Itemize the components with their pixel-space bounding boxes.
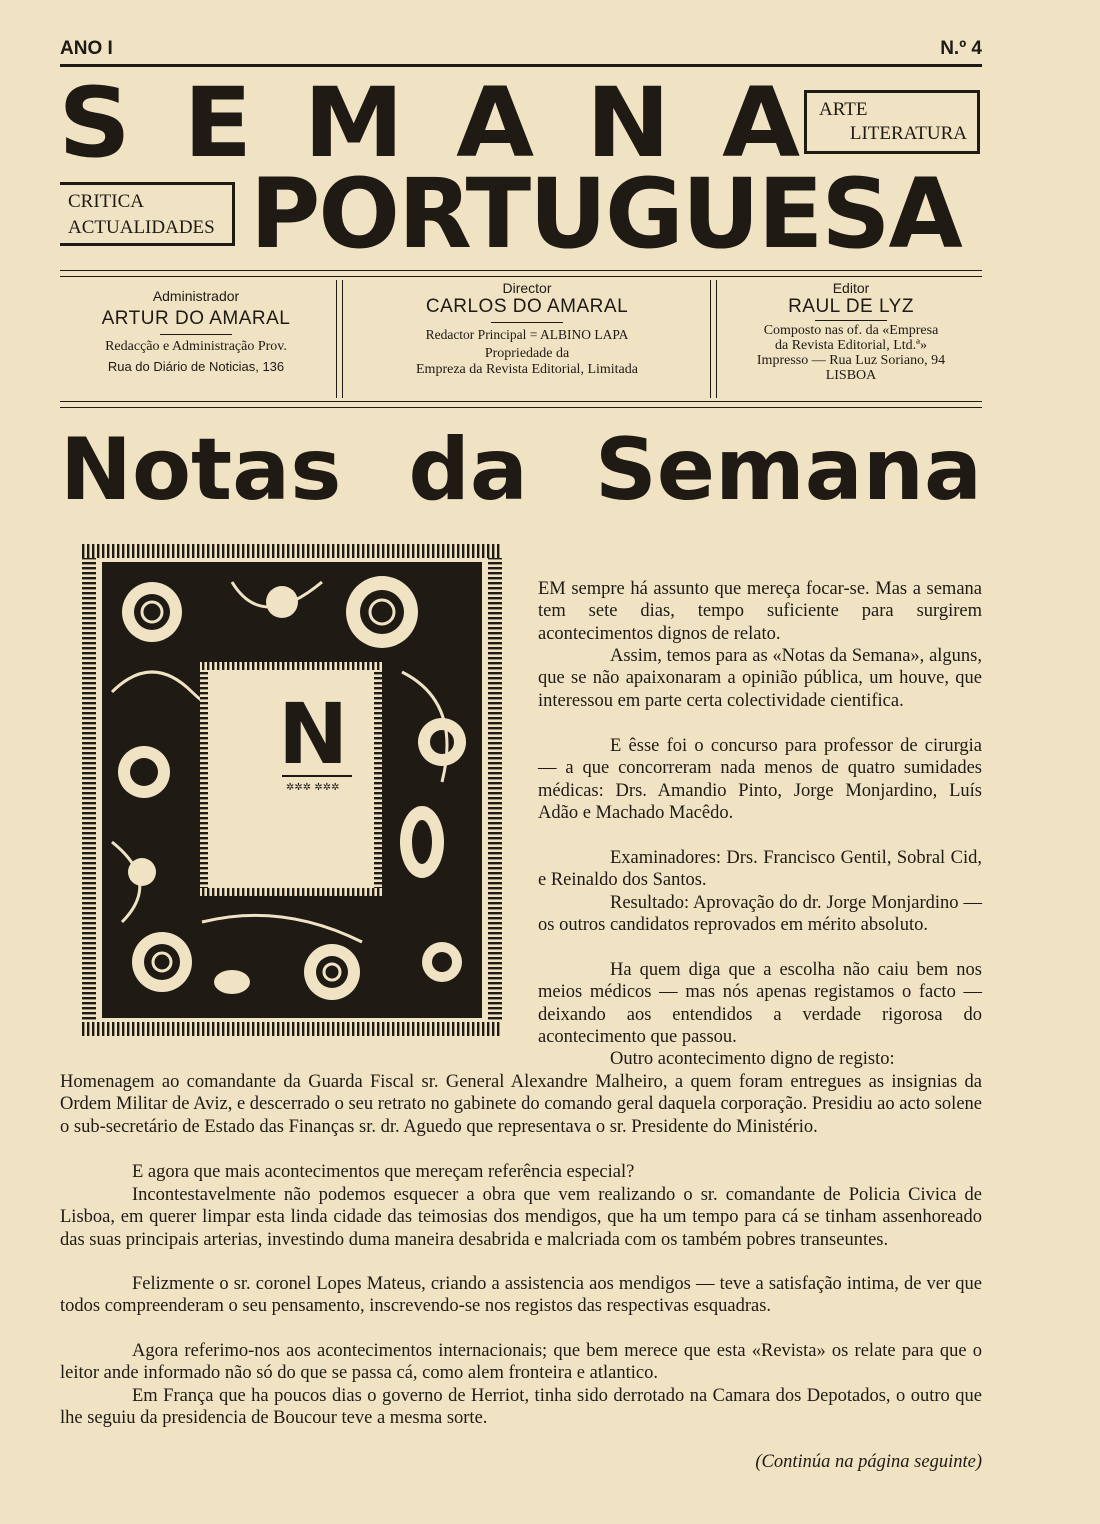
info-separator	[710, 280, 717, 398]
masthead-semana	[58, 67, 800, 179]
editor-label: Editor	[832, 280, 870, 296]
floral-frame-icon	[82, 542, 502, 1038]
section-critica: CRITICA	[68, 191, 144, 212]
paragraph: Ha quem diga que a escolha não caiu bem nos meios médicos — mas nós apenas registamos o facto — deixando aos entendidos a verdade rigorosa do acontecimento que passou.	[538, 960, 982, 1048]
issue-number: N.º 4	[940, 38, 982, 59]
title-word: Notas	[60, 420, 342, 520]
paragraph: Incontestavelmente não podemos esquecer a obra que vem realizando o sr. comandante de Policia Civica de Lisboa, em querer limpar esta linda cidade das teimosias dos mendigos, que ha um tempo para cá se tinham assenhoreado das suas principais arterias, investindo duma maneira desabrida e malcriada com os também pobres transeuntes.	[60, 1185, 982, 1250]
empreza: Empreza da Revista Editorial, Limitada	[416, 362, 638, 377]
info-editor	[720, 280, 982, 398]
section-box-critica	[60, 182, 235, 246]
editor-line-3: Impresso — Rua Luz Soriano, 94	[756, 353, 946, 368]
section-actualidades: ACTUALIDADES	[68, 217, 215, 238]
editor-line-1: Composto nas of. da «Empresa	[763, 323, 939, 338]
paragraph: Examinadores: Drs. Francisco Gentil, Sobral Cid, e Reinaldo dos Santos.	[538, 848, 982, 891]
propriedade: Propriedade da	[484, 346, 570, 361]
section-box-arte	[804, 90, 980, 154]
masthead-portuguesa: PORTUGUESA	[250, 158, 961, 270]
paragraph: Em França que ha poucos dias o governo de Herriot, tinha sido derrotado na Camara dos Depotados, o outro que lhe seguiu da presidencia de Boucour teve a mesma sorte.	[60, 1386, 982, 1429]
masthead-letter: M	[303, 67, 405, 179]
director-label: Director	[502, 280, 552, 296]
ornamental-initial	[82, 542, 502, 1038]
paragraph: Felizmente o sr. coronel Lopes Mateus, criando a assistencia aos mendigos — teve a satisfação intima, de ver que todos compreenderam o seu pensamento, inscrevendo-se nos registos das respectivas esquadras.	[60, 1274, 982, 1317]
admin-name: ARTUR DO AMARAL	[101, 308, 291, 329]
drop-cap-letter: N	[278, 685, 349, 783]
masthead-letter: A	[455, 67, 534, 179]
editor-line-4: LISBOA	[825, 368, 877, 383]
paragraph: Homenagem ao comandante da Guarda Fiscal sr. General Alexandre Malheiro, a quem foram entregues as insignias da Ordem Militar de Aviz, e descerrado o seu retrato no gabinete do comando geral daquela corporação. Presidiu ao acto solene o sub-secretário de Estado das Finanças sr. dr. Aguedo que representava o sr. Presidente do Ministério.	[60, 1072, 982, 1137]
paragraph: E agora que mais acontecimentos que mereçam referência especial?	[132, 1162, 635, 1182]
masthead-letter: N	[585, 67, 670, 179]
info-administrador	[60, 280, 332, 398]
editor-line-2: da Revista Editorial, Ltd.ª»	[775, 338, 927, 353]
title-word: Semana	[594, 420, 982, 520]
info-rule-bottom	[60, 401, 982, 408]
masthead-letter: A	[721, 67, 800, 179]
issue-year: ANO I	[60, 38, 113, 59]
redactor-principal: Redactor Principal = ALBINO LAPA	[425, 327, 629, 342]
article-title	[60, 420, 982, 520]
section-arte: ARTE	[819, 99, 868, 120]
issue-line	[60, 38, 982, 64]
continuation-note: (Continúa na página seguinte)	[755, 1452, 982, 1472]
director-rule	[491, 322, 563, 323]
admin-label: Administrador	[152, 288, 240, 304]
editor-name: RAUL DE LYZ	[788, 296, 914, 317]
info-director	[346, 280, 708, 398]
paragraph: EM sempre há assunto que mereça focar-se. Mas a semana tem sete dias, tempo suficiente para surgirem acontecimentos dignos de relato.	[538, 579, 982, 644]
director-name: CARLOS DO AMARAL	[425, 296, 629, 317]
masthead-letter: S	[58, 67, 131, 179]
info-rule-top	[60, 270, 982, 277]
staff-info-bar	[60, 270, 982, 408]
newspaper-page	[60, 0, 982, 1524]
paragraph: Agora referimo-nos aos acontecimentos internacionais; que bem merece que esta «Revista» os relate para que o leitor ande informado não só do que se passa cá, como alem fronteira e atlantico.	[60, 1341, 982, 1384]
paragraph: E êsse foi o concurso para professor de cirurgia — a que concorreram nada menos de quatro sumidades médicas: Drs. Amandio Pinto, Jorge Monjardino, Luís Adão e Machado Macêdo.	[538, 736, 982, 824]
title-word: da	[408, 420, 528, 520]
admin-address-1: Redacção e Administração Prov.	[105, 339, 287, 354]
editor-rule	[815, 320, 887, 321]
masthead-letter: E	[183, 67, 253, 179]
svg-text:✲✲✲ ✲✲✲: ✲✲✲ ✲✲✲	[286, 782, 340, 793]
paragraph: Outro acontecimento digno de registo:	[610, 1049, 895, 1069]
paragraph: Resultado: Aprovação do dr. Jorge Monjardino — os outros candidatos reprovados em mérito absoluto.	[538, 893, 982, 936]
section-literatura: LITERATURA	[849, 123, 967, 144]
admin-address-2: Rua do Diário de Noticias, 136	[107, 359, 285, 374]
paragraph: Assim, temos para as «Notas da Semana», alguns, que se não apaixonaram a opinião pública, um houve, que interessou em parte certa colectividade cientifica.	[538, 646, 982, 711]
admin-rule	[160, 334, 232, 335]
info-separator	[336, 280, 343, 398]
